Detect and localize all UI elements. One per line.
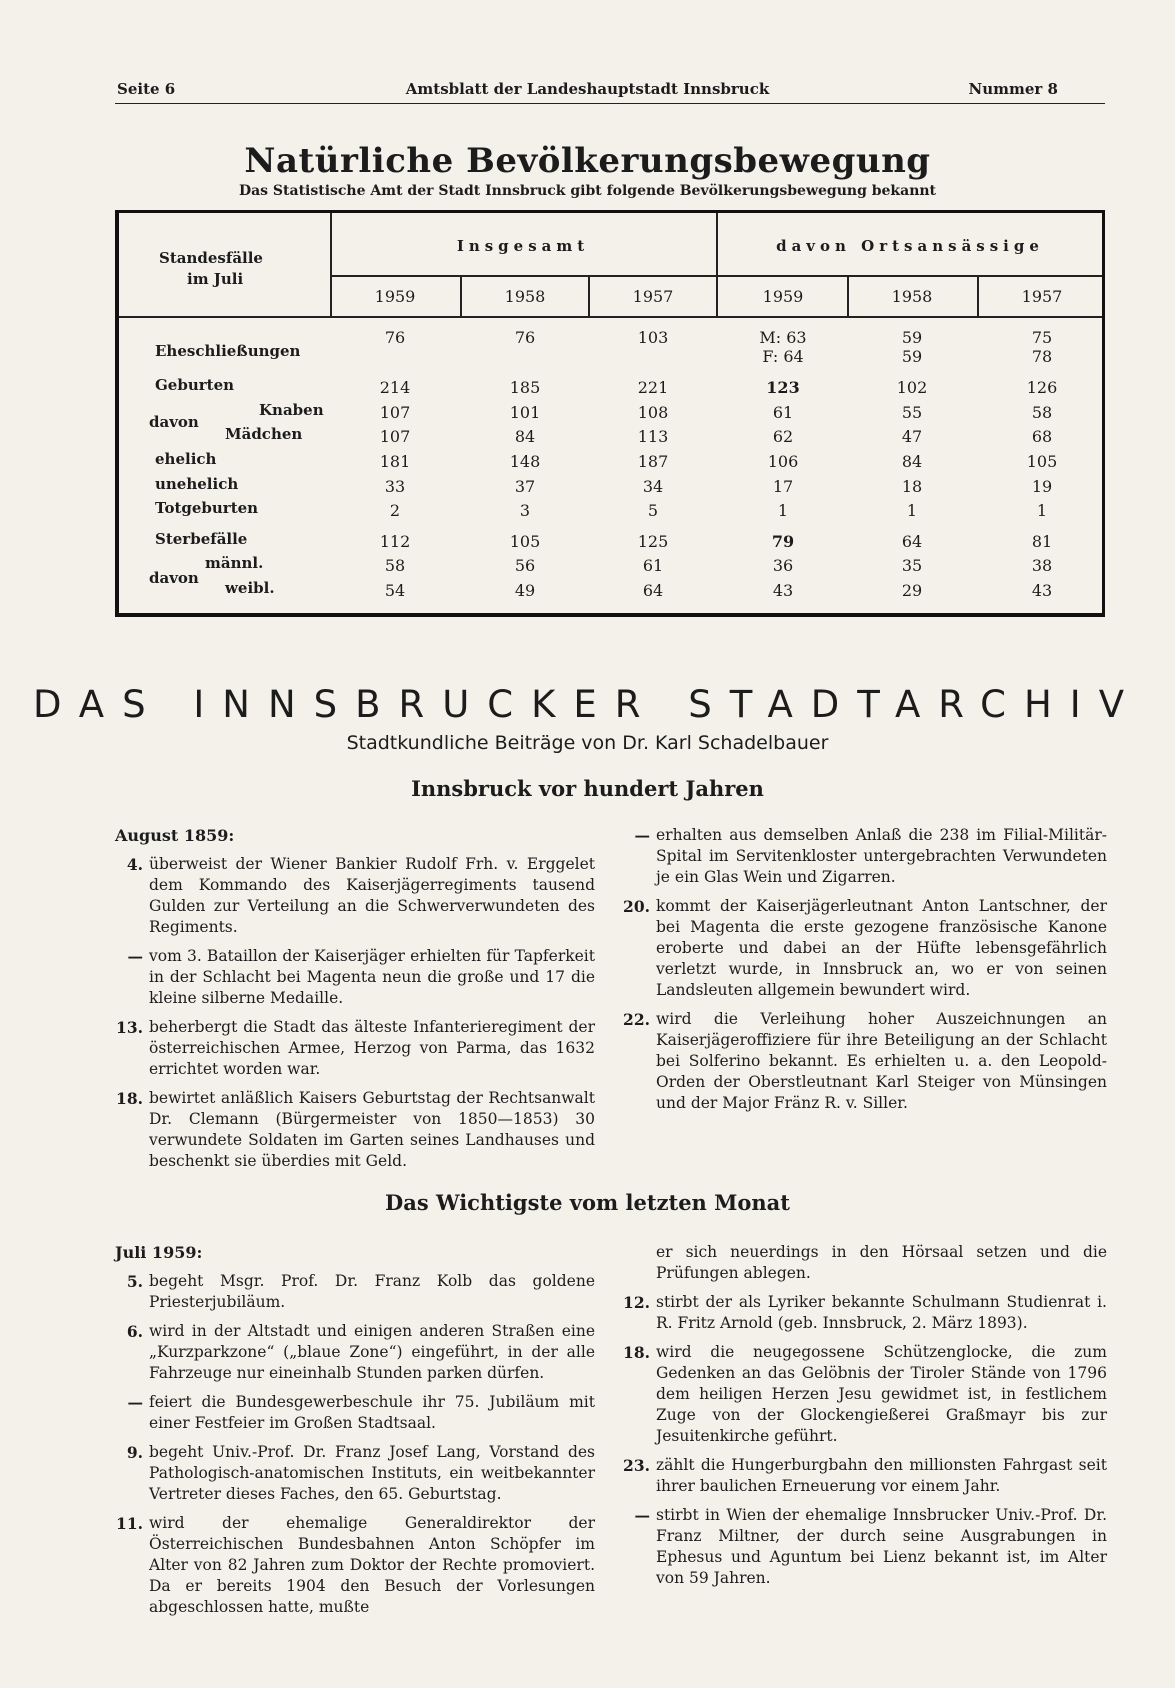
table-cell: 54 [384, 581, 406, 600]
entry-date: — [127, 947, 143, 966]
table-header-rule [119, 316, 1102, 318]
chronicle-entry [622, 1242, 1107, 1284]
chronicle-entry [622, 1009, 1107, 1114]
table-cell: 56 [514, 556, 536, 575]
table-cell: 107 [379, 427, 411, 446]
archive-byline: Stadtkundliche Beiträge von Dr. Karl Schadelbauer [346, 732, 829, 754]
table-cell: 107 [379, 403, 411, 422]
entry-date: 13. [116, 1018, 143, 1037]
column-1959-left [115, 1242, 595, 1626]
table-cell: 61 [642, 556, 664, 575]
year-header: 1958 [504, 287, 546, 306]
row-label: Mädchen [225, 425, 303, 443]
section-hundred-years: Innsbruck vor hundert Jahren [411, 776, 764, 801]
table-cell: 47 [901, 427, 923, 446]
issue-number: Nummer 8 [968, 80, 1058, 98]
row-label: Eheschließungen [155, 342, 301, 360]
table-cell: 214 [379, 378, 411, 397]
stats-subtitle: Das Statistische Amt der Stadt Innsbruck gibt folgende Bevölkerungsbewegung bekannt [238, 183, 937, 199]
chronicle-entry [115, 1271, 595, 1313]
table-cell: 68 [1031, 427, 1053, 446]
column-1859-right [622, 825, 1107, 1122]
table-cell: 59 [901, 347, 923, 366]
year-header: 1957 [632, 287, 674, 306]
table-cell: 75 [1031, 328, 1053, 347]
table-cell: 106 [767, 452, 799, 471]
chronicle-entry [115, 1392, 595, 1434]
table-cell: 62 [772, 427, 794, 446]
table-cell: 18 [901, 477, 923, 496]
table-hline [330, 275, 1102, 277]
entry-text: zählt die Hungerburgbahn den millionsten Fahrgast seit ihrer baulichen Erneuerung vor einem Jahr. [656, 1456, 1107, 1495]
table-cell: 125 [637, 532, 669, 551]
table-cell: 61 [772, 403, 794, 422]
entry-date: — [634, 826, 650, 845]
table-cell: 43 [1031, 581, 1053, 600]
chronicle-entry [622, 1505, 1107, 1589]
table-cell: 101 [509, 403, 541, 422]
column-1959-right [622, 1242, 1107, 1597]
group-header-total: Insgesamt [456, 237, 590, 255]
col-label-juli: im Juli [187, 270, 244, 288]
stats-title: Natürliche Bevölkerungsbewegung [244, 141, 931, 181]
chronicle-entry [115, 946, 595, 1009]
entry-text: er sich neuerdings in den Hörsaal setzen und die Prüfungen ablegen. [656, 1243, 1107, 1282]
chronicle-entry [622, 1342, 1107, 1447]
table-cell: 79 [771, 532, 795, 551]
table-cell: 43 [772, 581, 794, 600]
davon-label: davon [149, 569, 199, 587]
chronicle-entry [622, 896, 1107, 1001]
table-cell: 81 [1031, 532, 1053, 551]
table-cell: 1 [906, 501, 918, 520]
chronicle-entry [115, 1321, 595, 1384]
month-heading: August 1859: [115, 826, 235, 845]
table-cell: 34 [642, 477, 664, 496]
entry-date: — [127, 1393, 143, 1412]
chronicle-entry [115, 1513, 595, 1618]
table-cell: 108 [637, 403, 669, 422]
page-number: Seite 6 [117, 80, 176, 98]
entry-text: wird die neugegossene Schützenglocke, die zum Gedenken an das Gelöbnis der Tiroler Stände von 1796 dem heiligen Herzen Jesu gewidmet ist, in festlichem Zuge von der Glockengießerei Graßmayr bis zur Jesuitenkirche geführt. [656, 1343, 1107, 1445]
entry-text: stirbt in Wien der ehemalige Innsbrucker Univ.-Prof. Dr. Franz Miltner, der durch seine Ausgrabungen in Ephesus und Aguntum bei Lienz bekannt ist, im Alter von 59 Jahren. [656, 1506, 1107, 1587]
table-cell: 58 [1031, 403, 1053, 422]
table-cell: 36 [772, 556, 794, 575]
table-cell: 181 [379, 452, 411, 471]
group-header-local: davon Ortsansässige [776, 237, 1044, 255]
entry-date: — [634, 1506, 650, 1525]
year-header: 1959 [762, 287, 804, 306]
table-cell: 78 [1031, 347, 1053, 366]
entry-date: 18. [623, 1343, 650, 1362]
table-cell: 19 [1031, 477, 1053, 496]
table-cell: 187 [637, 452, 669, 471]
entry-text: erhalten aus demselben Anlaß die 238 im Filial-Militär-Spital im Servitenkloster untergebrachten Verwundeten je ein Glas Wein und Zigarren. [656, 826, 1107, 886]
row-label: Geburten [155, 376, 235, 394]
table-cell: 103 [637, 328, 669, 347]
table-cell: 221 [637, 378, 669, 397]
entry-date: 11. [116, 1514, 143, 1533]
entry-text: wird in der Altstadt und einigen anderen Straßen eine „Kurzparkzone“ („blaue Zone“) eingeführt, in der alle Fahrzeuge nur eineinhalb Stunden parken dürfen. [149, 1322, 595, 1382]
table-cell: 76 [384, 328, 406, 347]
entry-date: 12. [623, 1293, 650, 1312]
table-cell: 3 [519, 501, 531, 520]
year-header: 1959 [374, 287, 416, 306]
col-label-standesfaelle: Standesfälle [159, 249, 263, 267]
entry-text: kommt der Kaiserjägerleutnant Anton Lantschner, der bei Magenta die erste gezogene französische Kanone eroberte und dabei an der Hüfte lebensgefährlich verletzt wurde, in Innsbruck an, wo er von seinen Landsleuten allgemein bewundert wird. [656, 897, 1107, 999]
entry-text: beherbergt die Stadt das älteste Infanterieregiment der österreichischen Armee, Herzog von Parma, das 1632 errichtet worden war. [149, 1018, 595, 1078]
table-cell: 35 [901, 556, 923, 575]
chronicle-entry [115, 854, 595, 938]
entry-list [622, 1242, 1107, 1589]
row-label: Totgeburten [155, 499, 259, 517]
table-cell: 102 [896, 378, 928, 397]
table-cell: 84 [514, 427, 536, 446]
table-cell: F: 64 [762, 347, 804, 366]
population-table [115, 210, 1105, 617]
table-cell: 49 [514, 581, 536, 600]
entry-text: feiert die Bundesgewerbeschule ihr 75. Jubiläum mit einer Festfeier im Großen Stadtsaal. [149, 1393, 595, 1432]
chronicle-entry [115, 1442, 595, 1505]
month-heading: Juli 1959: [115, 1243, 203, 1262]
header-rule [115, 103, 1105, 104]
year-header: 1957 [1021, 287, 1063, 306]
row-label: Knaben [259, 401, 324, 419]
entry-text: bewirtet anläßlich Kaisers Geburtstag der Rechtsanwalt Dr. Clemann (Bürgermeister von 1850—1853) 30 verwundete Soldaten im Garten seines Landhauses und beschenkt sie überdies mit Geld. [149, 1089, 595, 1170]
row-label: Sterbefälle [155, 530, 248, 548]
year-header: 1958 [891, 287, 933, 306]
table-cell: 105 [1026, 452, 1058, 471]
table-cell: 58 [384, 556, 406, 575]
entry-text: vom 3. Bataillon der Kaiserjäger erhielten für Tapferkeit in der Schlacht bei Magenta neun die große und 17 die kleine silberne Medaille. [149, 947, 595, 1007]
table-cell: 123 [766, 378, 800, 397]
table-cell: 2 [389, 501, 401, 520]
chronicle-entry [622, 825, 1107, 888]
entry-text: wird die Verleihung hoher Auszeichnungen an Kaiserjägeroffiziere für ihre Beteiligung an der Schlacht bei Solferino bekannt. Es erhielten u. a. den Leopold-Orden der Oberstleutnant Karl Steiger von Münsingen und der Major Fränz R. v. Siller. [656, 1010, 1107, 1112]
section-last-month: Das Wichtigste vom letzten Monat [385, 1190, 790, 1215]
table-cell: 126 [1026, 378, 1058, 397]
entry-list [115, 854, 595, 1172]
table-cell: 84 [901, 452, 923, 471]
table-cell: 185 [509, 378, 541, 397]
table-cell: 1 [1036, 501, 1048, 520]
table-cell: 148 [509, 452, 541, 471]
table-cell: 113 [637, 427, 669, 446]
entry-text: überweist der Wiener Bankier Rudolf Frh. v. Erggelet dem Kommando des Kaiserjägerregiments tausend Gulden zur Verteilung an die Schwerverwundeten des Regiments. [149, 855, 595, 936]
table-cell: 5 [647, 501, 659, 520]
chronicle-entry [115, 1088, 595, 1172]
row-label: weibl. [225, 579, 275, 597]
entry-date: 22. [623, 1010, 650, 1029]
table-cell: 33 [384, 477, 406, 496]
entry-date: 9. [126, 1443, 143, 1462]
table-cell: 64 [901, 532, 923, 551]
entry-date: 6. [126, 1322, 143, 1341]
row-label: unehelich [155, 475, 239, 493]
table-cell: 55 [901, 403, 923, 422]
table-cell: 112 [379, 532, 411, 551]
archive-title: DAS INNSBRUCKER STADTARCHIV [32, 683, 1143, 726]
entry-date: 18. [116, 1089, 143, 1108]
publication-title: Amtsblatt der Landeshauptstadt Innsbruck [405, 80, 770, 98]
table-cell: 37 [514, 477, 536, 496]
entry-list [115, 1271, 595, 1618]
entry-text: begeht Msgr. Prof. Dr. Franz Kolb das goldene Priesterjubiläum. [149, 1272, 595, 1311]
column-1859-left [115, 825, 595, 1180]
row-label: männl. [205, 554, 264, 572]
chronicle-entry [622, 1292, 1107, 1334]
chronicle-entry [115, 1017, 595, 1080]
table-cell: 76 [514, 328, 536, 347]
entry-date: 20. [623, 897, 650, 916]
entry-list [622, 825, 1107, 1114]
row-label: ehelich [155, 450, 217, 468]
table-cell: 1 [777, 501, 789, 520]
table-cell: 64 [642, 581, 664, 600]
table-cell: 29 [901, 581, 923, 600]
entry-date: 4. [126, 855, 143, 874]
entry-text: begeht Univ.-Prof. Dr. Franz Josef Lang, Vorstand des Pathologisch-anatomischen Instituts, ein weitbekannter Vertreter dieses Faches, den 65. Geburtstag. [149, 1443, 595, 1503]
chronicle-entry [622, 1455, 1107, 1497]
entry-text: stirbt der als Lyriker bekannte Schulmann Studienrat i. R. Fritz Arnold (geb. Innsbruck, 2. März 1893). [656, 1293, 1107, 1332]
table-cell: M: 63 [759, 328, 807, 347]
entry-text: wird der ehemalige Generaldirektor der Österreichischen Bundesbahnen Anton Schöpfer im Alter von 82 Jahren zum Doktor der Rechte promoviert. Da er bereits 1904 den Besuch der Vorlesungen abgeschlossen hatte, mußte [149, 1514, 595, 1616]
table-cell: 105 [509, 532, 541, 551]
table-cell: 17 [772, 477, 794, 496]
entry-date: 23. [623, 1456, 650, 1475]
entry-date: 5. [126, 1272, 143, 1291]
table-cell: 59 [901, 328, 923, 347]
davon-label: davon [149, 413, 199, 431]
table-cell: 38 [1031, 556, 1053, 575]
